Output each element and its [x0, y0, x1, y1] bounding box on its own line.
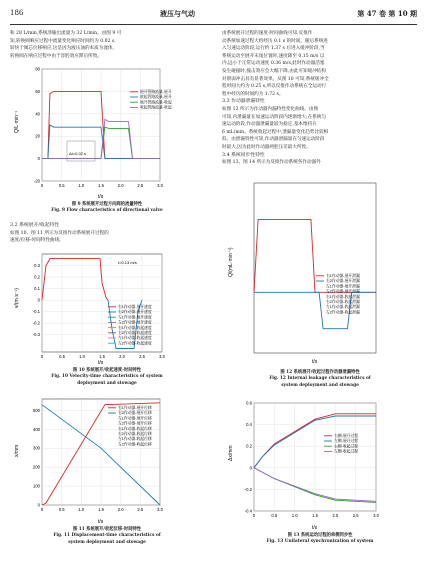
legend-label: 右侧-展开过程: [334, 434, 359, 438]
legend-label: 收起管路流量-收起: [140, 105, 172, 110]
fig10-chart: [12, 248, 202, 366]
y-tick-label: -0.1: [32, 309, 40, 315]
legend-label: 右2作动器-展开速度: [118, 310, 152, 315]
caption-en: Fig. 10 Velocity-time characteristics of system: [51, 374, 163, 380]
legend-label: 右2作动器-展开泄漏: [326, 279, 360, 284]
legend-label: 左1作动器-展开速度: [118, 315, 152, 320]
x-tick-label: 1.5: [312, 513, 318, 518]
legend-label: 左1作动器-展开位移: [118, 416, 152, 421]
y-tick-label: 20: [35, 133, 40, 139]
x-tick-label: 0: [252, 513, 256, 518]
legend-label: 右2作动器-收起速度: [118, 331, 152, 335]
caption-cn: 图 13 系统运动过程的单侧同步性: [287, 533, 353, 538]
fig9-chart: [12, 61, 202, 201]
header-rule: [10, 24, 417, 25]
x-tick-label: 2.5: [139, 354, 145, 359]
fig9-ylabel: Q/L·min⁻¹: [14, 110, 20, 133]
text-line: 可知,内泄漏量在加速运动阶段内逐渐增大;在系统匀: [222, 114, 327, 120]
y-tick-label: -0.2: [32, 320, 40, 326]
running-header: [10, 9, 417, 23]
text-line: 速运动阶段,作动器泄漏量较为稳定,基本维持在: [222, 122, 317, 128]
x-tick-label: 2.5: [137, 183, 144, 188]
legend-label: 左侧-收起过程: [334, 449, 359, 454]
x-tick-label: 2.0: [332, 513, 339, 518]
caption-en: deployment and stowage: [77, 380, 137, 386]
legend-label: 左2作动器-收起速度: [118, 341, 152, 346]
right-col-text: [222, 30, 418, 167]
y-tick-label: 200: [33, 464, 40, 470]
y-tick-label: 0: [249, 465, 252, 471]
y-tick-label: 0.4: [246, 422, 252, 428]
y-tick-label: 80: [35, 66, 40, 72]
legend-label: 右2作动器-收起位移: [118, 432, 152, 436]
text-line: 如图 10、图 11 所示为反推作动系统展开过程的: [10, 230, 109, 236]
x-tick-label: 0: [40, 183, 44, 188]
figure-9: [12, 61, 202, 201]
y-tick-label: 60: [35, 88, 40, 94]
x-tick-label: 0: [40, 507, 44, 512]
legend-label: 左2作动器-展开速度: [118, 320, 152, 325]
text-line: 如图 13、图 14 所示为反推作动系统各作动器外: [222, 160, 321, 166]
legend-label: 右侧-收起过程: [334, 444, 359, 449]
text-line: 转换阀在响应过程中由于容腔效应滞后所致。: [10, 53, 102, 59]
x-tick-label: 1.5: [98, 183, 104, 188]
y-tick-label: 0.2: [246, 443, 252, 449]
caption-cn: 图 11 系统展开/收起位移-时间特性: [72, 527, 142, 532]
fig11-chart: [12, 393, 202, 525]
legend-label: 展开管路流量-展开: [140, 90, 172, 94]
fig10-caption: [10, 368, 204, 387]
y-tick-label: -0.2: [244, 486, 252, 492]
caption-en: Fig. 11 Displacement-time characteristics of: [53, 533, 161, 539]
text-line: 动系统加速过程大约经历 0.1 s 的时间。随后系统进: [222, 38, 328, 44]
text-line: 知,转换阀响应过程中流量变化响应时间约为 0.02 s,: [10, 38, 116, 44]
caption-en: Fig. 12 Internal leakage characteristics of: [269, 376, 371, 382]
text-line: 程时间大约为 0.25 s,所以反推作动系统在全运动行: [222, 84, 327, 90]
section-heading: 3.3 作动器泄漏特性: [222, 99, 265, 105]
fig12-xlabel: t/s: [312, 359, 318, 365]
text-line: 对削弱冲击具有显著效果。从图 10 可知,系统缓冲全: [222, 76, 329, 82]
x-tick-label: 0.5: [58, 183, 65, 188]
y-tick-label: 0: [37, 297, 40, 303]
y-tick-label: 300: [33, 445, 40, 451]
legend-label: 左2作动器-展开位移: [118, 421, 152, 426]
y-tick-label: 0.1: [34, 286, 40, 292]
x-tick-label: 2.0: [117, 183, 124, 188]
fig9-xlabel: t/s: [98, 194, 104, 200]
figure-10: [12, 248, 202, 366]
x-tick-label: 1.0: [79, 354, 85, 359]
text-line: 内,远小于正常运动速度 0.36 m/s,此时作动器活塞: [222, 61, 325, 67]
y-tick-label: 0.6: [246, 400, 252, 406]
legend-label: 左1作动器-展开泄漏: [326, 284, 360, 289]
fig9-caption: [10, 202, 204, 215]
journal-name: 液压与气动: [160, 9, 195, 18]
fig9-annotation: Δt=0.02 s: [69, 151, 87, 156]
legend-label: 左2作动器-展开泄漏: [326, 289, 360, 294]
caption-en: system deployment and stowage: [68, 539, 146, 545]
figure-11: [12, 393, 202, 525]
y-tick-label: 500: [33, 407, 40, 413]
text-line: 和 28 L/min,系统净输出流量为 32 L/min。由图 9 可: [10, 31, 122, 36]
text-line: 程中经历的时间约为 1.72 s。: [222, 91, 284, 97]
fig10-annotation: t=0.13 m/s: [118, 260, 137, 265]
left-col-text: [10, 30, 204, 60]
text-line: 由系统展开过程的速度-时间曲线可知,反推作: [222, 31, 313, 36]
legend-label: 右1作动器-收起位移: [118, 426, 152, 431]
legend-label: 左侧-展开过程: [334, 439, 359, 444]
text-line: 时最大,因为此时作动器两腔压差最大所致。: [222, 144, 311, 150]
caption-cn: 图 12 系统展开/收起过程作动器泄漏特性: [280, 370, 360, 375]
x-tick-label: 2.0: [117, 507, 124, 512]
legend-label: 左2作动器-收起泄漏: [326, 310, 360, 315]
caption-en: system deployment and stowage: [281, 382, 359, 388]
legend-label: 右2作动器-收起泄漏: [326, 300, 360, 304]
fig12-frame: [254, 183, 376, 353]
x-tick-label: 1.0: [78, 507, 85, 512]
y-tick-label: -0.3: [32, 332, 40, 338]
x-tick-label: 0: [40, 354, 44, 359]
x-tick-label: 2.5: [137, 507, 144, 512]
y-tick-label: -20: [33, 178, 40, 184]
y-tick-label: 0: [37, 156, 40, 162]
fig13-caption: [222, 533, 418, 546]
text-line: 较快于阀芯位移响应,这是因为液压油的本质为流体,: [10, 46, 114, 52]
x-tick-label: 1.5: [98, 507, 104, 512]
x-tick-label: 3.0: [159, 354, 165, 359]
x-tick-label: 1.5: [99, 354, 105, 359]
fig13-chart: [224, 395, 416, 531]
legend-label: 左1作动器-收起位移: [118, 437, 152, 442]
legend-label: 右1作动器-收起泄漏: [326, 294, 360, 299]
y-tick-label: -0.4: [244, 508, 252, 514]
x-tick-label: 3.0: [157, 507, 163, 512]
text-line: 系统运动至展开末尾位置时,速度降至 0.15 m/s 以: [222, 53, 325, 59]
caption-en: Fig. 13 Unilateral synchronization of system: [266, 539, 374, 545]
fig10-ylabel: v/(m·s⁻¹): [14, 288, 20, 308]
fig13-ylabel: Δx/mm: [228, 445, 234, 461]
y-tick-label: 0.2: [34, 274, 40, 280]
legend-label: 收起管路流量-展开: [140, 95, 172, 100]
y-tick-label: 100: [33, 483, 40, 489]
section-heading: 3.4 系统同步性特性: [222, 152, 265, 158]
section-heading: 3.2 系统展开/收起特性: [10, 223, 60, 228]
x-tick-label: 2.5: [352, 513, 359, 518]
x-tick-label: 0.5: [271, 513, 278, 518]
legend-label: 展开管路流量-收起: [140, 100, 172, 105]
legend-label: 左1作动器-收起速度: [118, 336, 152, 341]
x-tick-label: 1.0: [78, 183, 85, 188]
caption-cn: 图 9 系统展开过程方向阀的流量特性: [71, 202, 143, 207]
legend-label: 左1作动器-收起泄漏: [326, 305, 360, 310]
y-tick-label: 40: [35, 111, 40, 117]
fig11-xlabel: t/s: [98, 519, 104, 525]
fig12-chart: [224, 177, 416, 367]
x-tick-label: 0.5: [59, 354, 65, 359]
legend-label: 右2作动器-展开位移: [118, 411, 152, 416]
x-tick-label: 3.0: [157, 183, 163, 188]
fig12-caption: [222, 370, 418, 389]
x-tick-label: 3.0: [373, 513, 379, 518]
legend-label: 右1作动器-展开泄漏: [326, 274, 360, 278]
fig13-xlabel: t/s: [312, 525, 318, 531]
x-tick-label: 1.0: [291, 513, 298, 518]
text-line: 发生碰撞时,撞击效应会大幅下降,由此可知缓冲结构: [222, 68, 326, 74]
fig11-caption: [10, 527, 204, 546]
fig12-ylabel: Q/(mL·min⁻¹): [228, 247, 234, 277]
left-col-text-2: [10, 222, 204, 245]
page-number: 186: [10, 9, 24, 17]
figure-12: [224, 177, 416, 367]
legend-label: 右1作动器-收起速度: [118, 325, 152, 330]
caption-en: Fig. 9 Flow characteristics of directional valve: [51, 208, 163, 214]
y-tick-label: 0.3: [34, 263, 40, 269]
text-line: 6 mL/min。系统收起过程中,泄漏量变化趋势比较相: [222, 129, 329, 135]
legend-label: 右1作动器-展开位移: [118, 406, 152, 410]
legend-label: 左2作动器-收起位移: [118, 442, 152, 447]
text-line: 入匀速运动阶段,运行约 1.37 s 后进入缓冲阶段,当: [222, 46, 325, 52]
issue-label: 第 47 卷 第 10 期: [357, 9, 417, 18]
fig10-xlabel: t/s: [98, 360, 104, 366]
text-line: 似。由泄漏特性可知,作动器泄漏量在匀速运动阶段: [222, 137, 325, 143]
series-line: [42, 259, 108, 301]
y-tick-label: 400: [33, 426, 40, 432]
figure-13: [224, 395, 416, 531]
text-line: 速度/位移-时间特性曲线。: [10, 238, 64, 244]
caption-cn: 图 10 系统展开/收起速度-时间特性: [72, 368, 142, 373]
legend-label: 右1作动器-展开速度: [118, 305, 152, 309]
fig11-ylabel: x/mm: [14, 444, 20, 457]
x-tick-label: 0.5: [58, 507, 65, 512]
y-tick-label: 0: [37, 502, 40, 508]
text-line: 如图 12 所示为作动器内漏特性变化曲线。由图: [222, 106, 319, 112]
x-tick-label: 2.0: [119, 354, 125, 359]
